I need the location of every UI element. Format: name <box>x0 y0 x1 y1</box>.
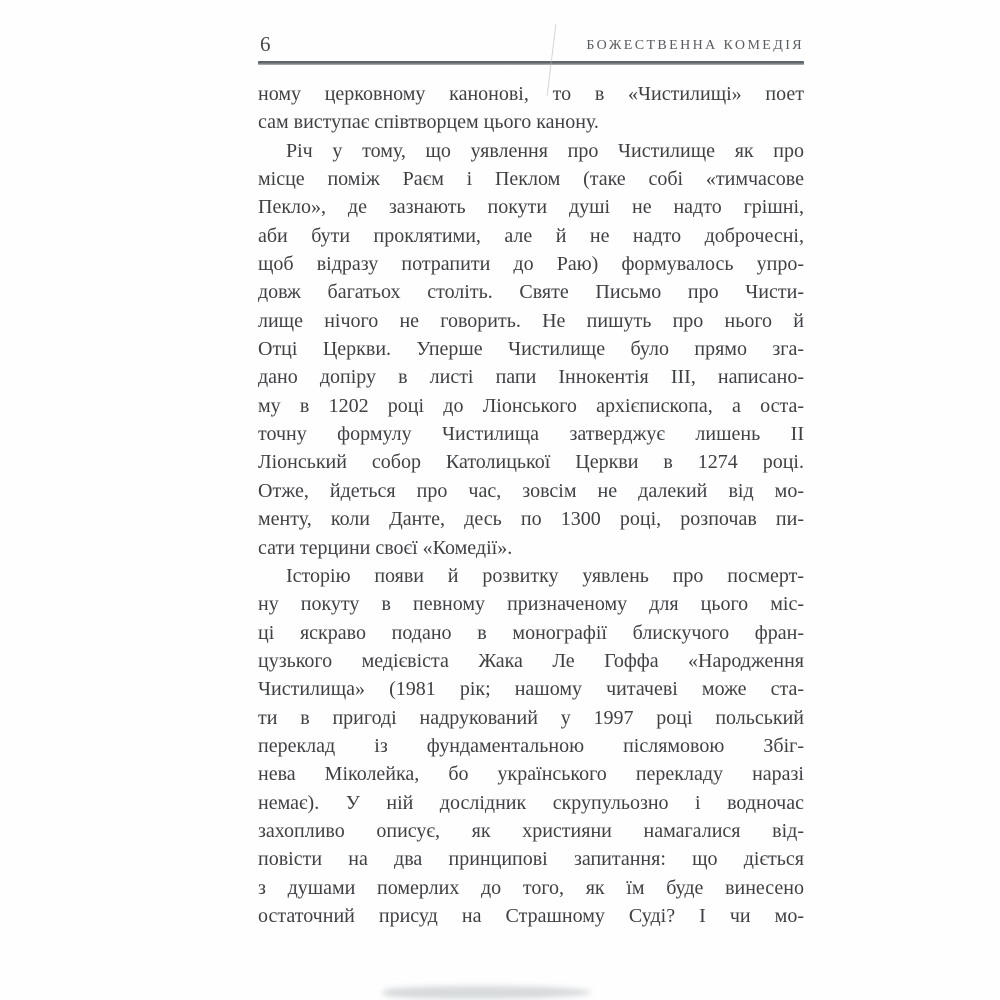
text-line: місце поміж Раєм і Пеклом (таке собі «тимчасове <box>258 168 804 191</box>
text-line: сам виступає співтворцем цього канону. <box>258 111 599 134</box>
text-line: сати терцини своєї «Комедії». <box>258 536 513 559</box>
text-line: остаточний присуд на Страшному Суді? І чи мо- <box>258 904 804 927</box>
text-line: Отці Церкви. Уперше Чистилище було прямо зга- <box>258 338 804 361</box>
text-line: менту, коли Данте, десь по 1300 році, розпочав пи- <box>258 508 804 531</box>
text-line: захопливо описує, як християни намагалися від- <box>258 819 804 842</box>
text-line: Пекло», де зазнають покути душі не надто грішні, <box>258 196 804 219</box>
text-line: повісти на два принципові запитання: що діється <box>258 848 804 871</box>
text-line: довж багатьох століть. Святе Письмо про Чисти- <box>258 281 804 304</box>
text-line: ну покуту в певному призначеному для цього міс- <box>258 593 804 616</box>
text-line: переклад із фундаментальною післямовою Збіг- <box>258 734 804 757</box>
text-line: Чистилища» (1981 рік; нашому читачеві може ста- <box>258 678 804 701</box>
page-bottom-smudge <box>383 986 591 999</box>
text-line: немає). У ній дослідник скрупульозно і водночас <box>258 791 804 814</box>
text-line: точну формулу Чистилища затверджує лишень II <box>258 423 804 446</box>
running-title: БОЖЕСТВЕННА КОМЕДІЯ <box>586 38 804 53</box>
header-rule <box>258 61 804 65</box>
text-line: Історію появи й розвитку уявлень про посмерт- <box>286 564 804 587</box>
text-line: лище нічого не говорить. Не пишуть про нього й <box>258 309 804 332</box>
text-line: Отже, йдеться про час, зовсім не далекий від мо- <box>258 479 804 502</box>
text-line: ному церковному канонові, то в «Чистилищі» поет <box>258 83 804 105</box>
body-text <box>258 80 804 930</box>
page-header <box>258 30 804 60</box>
text-line: ти в пригоді надрукований у 1997 році польський <box>258 706 804 729</box>
text-line: дано допіру в листі папи Іннокентія III, написано- <box>258 366 804 389</box>
text-line: цузького медієвіста Жака Ле Гоффа «Народження <box>258 649 804 672</box>
page-number: 6 <box>260 32 271 56</box>
text-line: з душами померлих до того, як їм буде винесено <box>258 876 804 899</box>
text-line: му в 1202 році до Ліонського архієпископа, а оста- <box>258 394 804 417</box>
text-line: Ліонський собор Католицької Церкви в 1274 році. <box>258 451 804 474</box>
text-line: ці яскраво подано в монографії блискучого фран- <box>258 621 804 644</box>
text-line: щоб відразу потрапити до Раю) формувалось упро- <box>258 253 804 276</box>
text-line: нева Міколейка, бо українського перекладу наразі <box>258 763 804 786</box>
text-line: Річ у тому, що уявлення про Чистилище як про <box>286 139 804 162</box>
text-line: аби бути проклятими, але й не надто доброчесні, <box>258 224 804 247</box>
